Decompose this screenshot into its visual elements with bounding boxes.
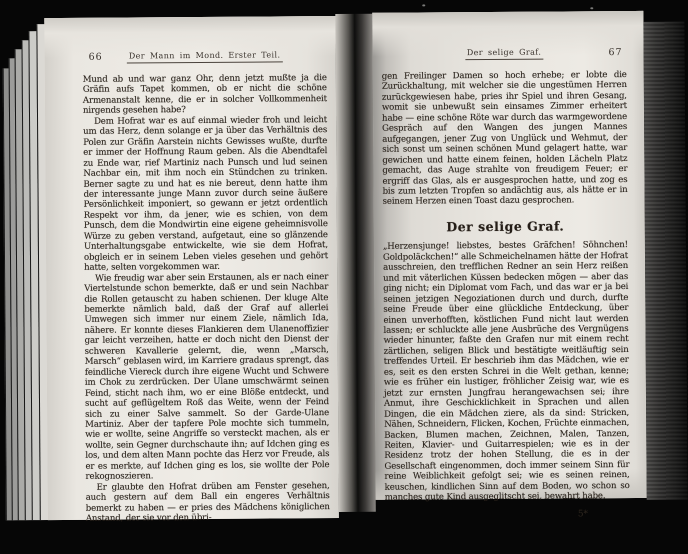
book-spine-gutter bbox=[335, 14, 375, 512]
right-page bbox=[372, 11, 646, 520]
paragraph: Mund ab und war ganz Ohr, denn jetzt mußte ja die Gräfin aufs Tapet kommen, ob er nicht die schöne Armenanstalt kenne, die er in solcher Vollkommenheit nirgends gesehen habe? bbox=[82, 73, 327, 117]
right-page-block-edge bbox=[643, 22, 687, 500]
left-page-edges bbox=[0, 0, 684, 2]
left-running-title: Der Mann im Mond. Erster Teil. bbox=[127, 50, 283, 63]
left-page bbox=[44, 16, 338, 524]
paragraph: Wie freudig war aber sein Erstaunen, als er nach einer Viertelstunde schon bemerkte, daß er und sein Nachbar die Rollen getauscht zu haben schienen. Der kluge Alte bemerkte nämlich bald, daß der Graf auf allerlei Umwegen sich immer nur einem Ziele, nämlich Ida, nähere. Er konnte dieses Flankieren dem Ulanenoffizier gar leicht verzeihen, hatte er doch nicht den Dienst der schweren Kavallerie gelernt, die, wenn „Marsch, Marsch“ geblasen wird, im Karriere gradaus sprengt, das feindliche Viereck durch ihre eigene Wucht und Schwere im Chok zu zerdrücken. Der Ulane umschwärmt seinen Feind, sticht nach ihm, wo er eine Blöße entdeckt, und sucht auf geflügeltem Roß das Weite, wenn der Feind sich zu einer Salve sammelt. So der Garde-Ulane Martiniz. Aber der tapfere Pole mochte sich tummeln, wie er wollte, seine Angriffe so versteckt machen, als er wollte, sein Gegner durchschaute ihn; auf Idchen ging es los, und dem alten Mann pochte das Herz vor Freude, als er es merkte, auf Idchen ging es los, sie wollte der Pole rekognoszieren. bbox=[84, 271, 330, 483]
dust-speck bbox=[422, 4, 425, 6]
chapter-heading: Der selige Graf. bbox=[446, 218, 565, 235]
left-running-head bbox=[83, 50, 327, 66]
paragraph: gen Freilinger Damen so hoch erhebe; er lobte die Zurückhaltung, mit welcher sie die ungestümen Herren zurückgewiesen habe, pries ihr Spiel und ihren Gesang, womit sie unbewußt sein einsames Zimmer erheitert habe — eine schöne Röte war durch das warmgewordene Gespräch auf den Wangen des jungen Mannes aufgegangen, jener Zug von Unglück und Wehmut, der sich sonst um seinen schönen Mund gelagert hatte, war gewichen und hatte einem feinen, holden Lächeln Platz gemacht, das Auge strahlte von freudigem Feuer; er ergriff das Glas, als er ausgesprochen hatte, und zog es bis zum letzten Tropfen so andächtig aus, als hätte er in seinem Herzen einen Toast dazu gesprochen. bbox=[381, 70, 628, 208]
right-page-text bbox=[382, 70, 630, 521]
paragraph: Er glaubte den Hofrat drüben am Fenster gesehen, auch gestern auf dem Ball ein engeres Verhältnis bemerkt zu haben — er pries des Mädchens königlichen Anstand, der sie vor den übri- bbox=[85, 480, 330, 524]
right-running-title: Der selige Graf. bbox=[465, 48, 544, 61]
right-running-head bbox=[382, 47, 627, 63]
signature-mark: 5* bbox=[577, 508, 588, 520]
paragraph: „Herzensjunge! liebstes, bestes Gräfchen! Söhnchen! Goldpoläckchen!“ alle Schmeichelnamen hätte der Hofrat ausschreien, den trefflichen Redner an sein Herz reißen und mit väterlichen Küssen bedecken mögen — aber das ging nicht; ein Diplomat vom Fach, und das war er ja bei seinen jetzigen Negoziationen durch und durch, durfte seine Freude über eine glückliche Entdeckung, über einen unverhofften, köstlichen Fund nicht laut werden lassen; er schluckte alle jene Ausbrüche des Vergnügens wieder hinunter, faßte den Grafen nur mit einem recht zärtlichen, seligen Blick und bestätigte weitläuftig sein treffendes Urteil. Er beschrieb ihm das Mädchen, wie er es, seit es den ersten Schrei in die Welt gethan, kenne; wie es früher ein lustiger, fröhlicher Zeisig war, wie es jetzt zur ernsten Jungfrau herangewachsen sei; ihre Anmut, ihre Geschicklichkeit in Sprachen und allen Dingen, die ein Mädchen ziere, als da sind: Stricken, Nähen, Schneidern, Flicken, Kochen, Früchte einmachen, Backen, Blumen machen, Zeichnen, Malen, Tanzen, Reiten, Klavier- und Guitarrespielen; wie es in der Residenz trotz der hohen Stellung, die es in der Gesellschaft eingenommen, doch immer seinem Sinn für reine Weiblichkeit gefolgt sei; wie es seinen reinen, keuschen, kindlichen Sinn auf dem Boden, wo schon so manches gute Kind ausgeglitscht sei, bewahrt habe. bbox=[382, 240, 630, 503]
dust-speck bbox=[590, 7, 593, 9]
left-page-number: 66 bbox=[88, 51, 103, 63]
right-page-number: 67 bbox=[608, 47, 623, 59]
left-page-text bbox=[83, 73, 330, 524]
paragraph: Dem Hofrat war es auf einmal wieder froh und leicht um das Herz, denn solange er ja über das Verhältnis des Polen zur Gräfin Aarstein nichts Gewisses wußte, durfte er immer der Hoffnung Raum geben. Als die Abendtafel zu Ende war, rief Martiniz nach Punsch und lud seinen Nachbar ein, mit ihm noch ein Stündchen zu trinken. Berner sagte zu und hat es nie bereut, denn hatte ihm der interessante junge Mann zuvor durch seine äußere Persönlichkeit imponiert, so gewann er jetzt ordentlich Respekt vor ihm, da jener, wie es schien, von dem Punsch, dem die Mondwirtin eine eigene geheimnisvolle Würze zu geben verstand, aufgetaut, eine so glänzende Unterhaltungsgabe entwickelte, wie sie dem Hofrat, obgleich er in seinem Leben vieles gesehen und gehört hatte, selten vorgekommen war. bbox=[83, 114, 329, 273]
